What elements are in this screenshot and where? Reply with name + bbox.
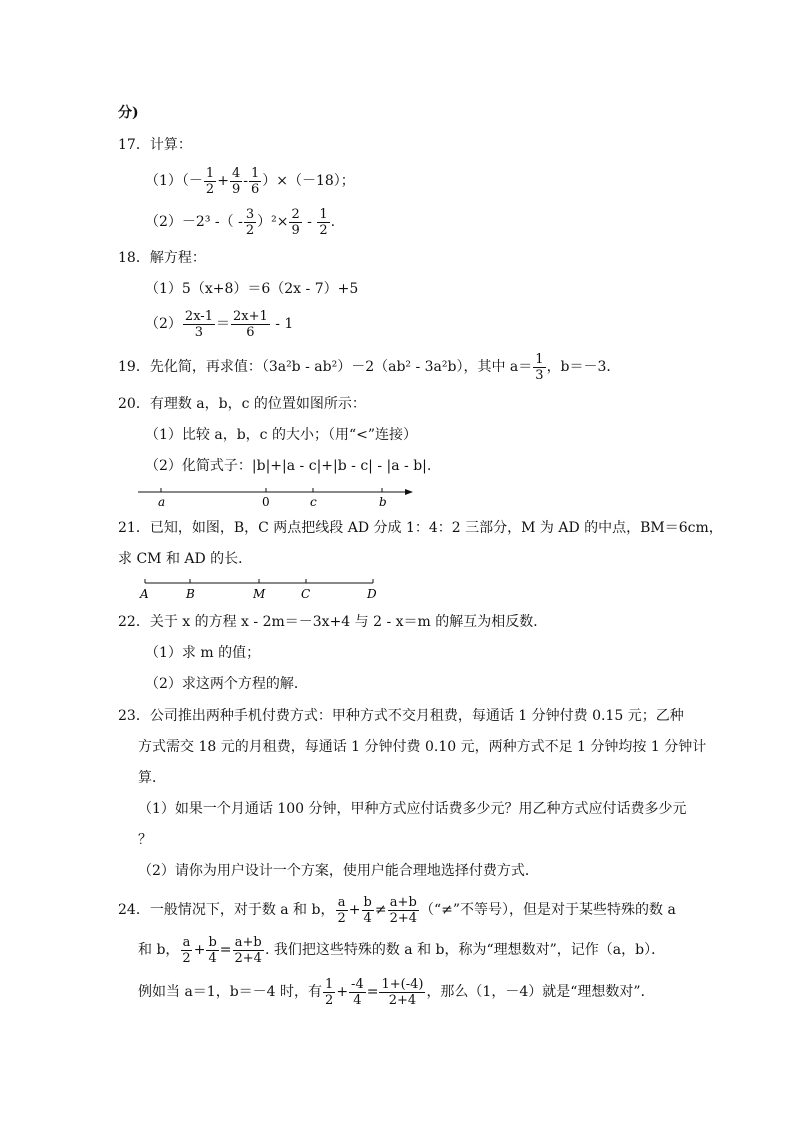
fraction — [233, 935, 264, 966]
numerator: a — [337, 894, 346, 910]
q17-title: 17．计算： — [118, 137, 192, 153]
operator: ＝ — [215, 316, 230, 332]
fraction — [204, 166, 216, 197]
label: （1） — [145, 173, 182, 189]
fraction — [335, 895, 347, 926]
text: ）×（－18）； — [262, 173, 355, 189]
number-line-figure — [130, 480, 420, 510]
denominator: 4 — [353, 992, 362, 1008]
label-D: D — [367, 587, 377, 601]
q20-part2: （2）化简式子：|b|+|a - c|+|b - c| - |a - b|. — [145, 458, 432, 474]
q21-line1: 21．已知，如图，B，C 两点把线段 AD 分成 1：4：2 三部分，M 为 AD 的中点，BM＝6cm， — [118, 520, 723, 536]
numerator: a+b — [389, 894, 417, 910]
numerator: 3 — [245, 206, 255, 222]
fraction — [249, 166, 261, 197]
numerator: b — [208, 934, 217, 950]
fraction — [244, 207, 256, 238]
denominator: 2 — [319, 222, 328, 238]
fraction — [362, 895, 374, 926]
q24-line2 — [138, 932, 665, 968]
axis-label-0: 0 — [262, 495, 270, 509]
q23-part2: （2）请你为用户设计一个方案，使用户能合理地选择付费方式． — [138, 863, 539, 879]
text: （－ — [181, 173, 203, 189]
denominator: 2 — [182, 950, 191, 966]
q22-part2: （2）求这两个方程的解． — [145, 676, 308, 692]
axis-label-c: c — [310, 495, 317, 509]
denominator: 2 — [245, 222, 255, 238]
fraction — [349, 977, 366, 1008]
q23-part1-cont: ？ — [138, 832, 152, 848]
operator: ≠ — [374, 902, 387, 918]
text: 和 b， — [138, 942, 180, 958]
text: ，那么（1，－4）就是“理想数对”． — [426, 984, 655, 1000]
fraction — [289, 207, 301, 238]
operator: + — [348, 902, 361, 918]
q22-part1: （1）求 m 的值； — [145, 645, 261, 661]
text: －2³ -（ - — [181, 214, 243, 230]
numerator: 1 — [319, 206, 328, 222]
q20-part1: （1）比较 a，b，c 的大小；（用“<”连接） — [145, 427, 418, 443]
text: - 1 — [270, 316, 294, 332]
q18-title: 18．解方程： — [118, 250, 206, 266]
operator: + — [193, 942, 206, 958]
numerator: a+b — [234, 934, 262, 950]
fraction — [231, 309, 270, 340]
operator: - — [302, 214, 317, 230]
label: （2） — [145, 214, 182, 230]
label-A: A — [140, 587, 149, 601]
fraction — [379, 977, 425, 1008]
q20-title: 20．有理数 a，b，c 的位置如图所示： — [118, 396, 366, 412]
numerator: a — [182, 934, 191, 950]
q23-line1: 23．公司推出两种手机付费方式：甲种方式不交月租费，每通话 1 分钟付费 0.15 元；乙种 — [118, 708, 684, 724]
denominator: 6 — [250, 181, 260, 197]
denominator: 2 — [205, 181, 215, 197]
text: . — [330, 214, 336, 230]
segment-figure — [135, 576, 385, 606]
numerator: 2x+1 — [232, 308, 268, 324]
q24-line3 — [138, 974, 655, 1010]
denominator: 9 — [291, 222, 300, 238]
denominator: 2 — [337, 910, 346, 926]
label-B: B — [186, 587, 195, 601]
q18-part1: （1）5（x+8）＝6（2x - 7）+5 — [145, 281, 359, 297]
label-C: C — [301, 587, 311, 601]
numerator: 1 — [205, 165, 215, 181]
section-tail: 分) — [118, 105, 139, 121]
denominator: 2+4 — [234, 950, 262, 966]
operator: - — [243, 173, 248, 189]
q17-part2 — [145, 205, 335, 239]
denominator: 2+4 — [389, 910, 417, 926]
denominator: 3 — [535, 367, 544, 383]
q23-part1: （1）如果一个月通话 100 分钟，甲种方式应付话费多少元？用乙种方式应付话费多少元 — [138, 801, 687, 817]
text: ）²× — [257, 214, 289, 230]
q23-line2: 方式需交 18 元的月租费，每通话 1 分钟付费 0.10 元，两种方式不足 1 分钟均按 1 分钟计 — [138, 739, 707, 755]
denominator: 3 — [194, 324, 204, 340]
text: ，b＝－3． — [546, 359, 621, 375]
label-M: M — [253, 587, 266, 601]
axis-label-b: b — [379, 495, 387, 509]
fraction — [183, 309, 215, 340]
denominator: 6 — [246, 324, 255, 340]
numerator: -4 — [351, 976, 364, 992]
q24-line1 — [118, 892, 676, 928]
axis-label-a: a — [158, 495, 166, 509]
q23-line3: 算． — [138, 770, 166, 786]
text: 例如当 a＝1，b＝－4 时，有 — [138, 984, 323, 1000]
q18-part2 — [145, 306, 293, 342]
denominator: 9 — [231, 181, 241, 197]
q21-line2: 求 CM 和 AD 的长． — [118, 551, 253, 567]
numerator: 1 — [250, 165, 260, 181]
fraction — [323, 977, 335, 1008]
fraction — [180, 935, 192, 966]
text: . 我们把这些特殊的数 a 和 b，称为“理想数对”，记作（a，b）． — [264, 942, 666, 958]
numerator: 1+(-4) — [381, 976, 424, 992]
fraction — [317, 207, 329, 238]
fraction — [230, 166, 242, 197]
operator: + — [217, 173, 229, 189]
text: 19．先化简，再求值：（3a²b - ab²）－2（ab² - 3a²b），其中 a＝ — [118, 359, 533, 375]
q19 — [118, 350, 620, 384]
text: 24．一般情况下，对于数 a 和 b， — [118, 902, 335, 918]
q22-title: 22．关于 x 的方程 x - 2m＝－3x+4 与 2 - x＝m 的解互为相反数． — [118, 614, 548, 630]
numerator: 1 — [535, 351, 544, 367]
numerator: 2x-1 — [184, 308, 213, 324]
axis-arrow — [405, 489, 413, 495]
q17-part1 — [145, 164, 355, 198]
denominator: 2 — [325, 992, 334, 1008]
operator: = — [366, 984, 379, 1000]
numerator: 2 — [291, 206, 300, 222]
numerator: 4 — [231, 165, 241, 181]
denominator: 2+4 — [388, 992, 417, 1008]
operator: + — [336, 984, 349, 1000]
numerator: 1 — [325, 976, 334, 992]
fraction — [533, 352, 545, 383]
denominator: 4 — [363, 910, 372, 926]
fraction — [206, 935, 218, 966]
denominator: 4 — [208, 950, 217, 966]
operator: = — [219, 942, 232, 958]
text: （“≠”不等号），但是对于某些特殊的数 a — [420, 902, 676, 918]
fraction — [388, 895, 419, 926]
numerator: b — [363, 894, 372, 910]
label: （2） — [145, 316, 182, 332]
